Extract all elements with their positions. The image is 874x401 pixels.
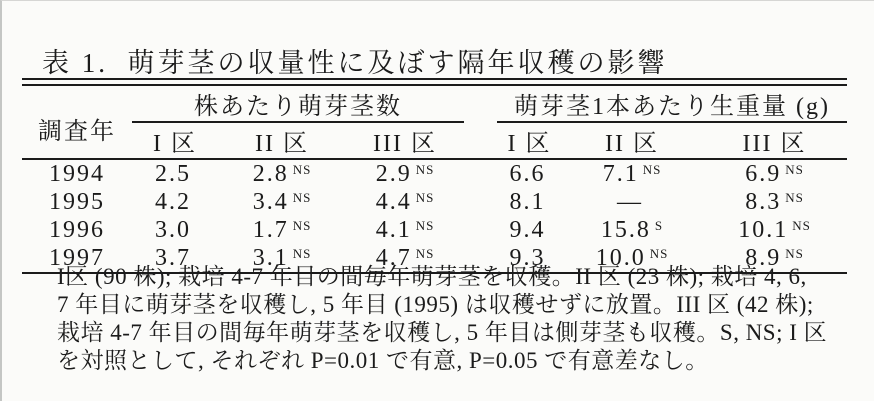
significance-superscript: NS: [292, 189, 312, 205]
footnote-line: I区 (90 株); 栽培 4-7 年目の間毎年萌芽茎を収穫。II 区 (23 株); 栽培 4, 6,: [57, 264, 807, 289]
value-cell: 8.1: [509, 188, 546, 215]
year-cell: 1996: [49, 216, 105, 243]
group-header-fresh-weight: 萌芽茎1本あたり生重量 (g): [497, 86, 847, 122]
group-header-stems-per-plant: 株あたり萌芽茎数: [132, 86, 464, 122]
value-cell: 4.2: [155, 188, 191, 215]
significance-superscript: NS: [415, 189, 435, 205]
column-header-plot-3-weight: III 区: [702, 122, 847, 159]
value-cell: 9.4: [509, 216, 546, 243]
value-cell: 3.1 $^{NS}$: [218, 244, 346, 273]
value-cell: 4.1 $^{NS}$: [375, 216, 435, 243]
value-cell: 3.7: [132, 244, 218, 273]
value-cell: 8.3 $^{NS}$: [745, 188, 804, 215]
value-cell: 3.0: [155, 216, 191, 243]
year-cell: 1994: [49, 160, 105, 187]
table-row-1994: [22, 159, 847, 188]
value-cell: 15.8 $^S$: [600, 216, 664, 243]
significance-superscript: S: [654, 217, 664, 233]
significance-superscript: NS: [642, 161, 662, 177]
value-cell: 7.1 $^{NS}$: [602, 160, 662, 187]
table-row-1996: [22, 216, 847, 244]
value-cell: 6.9 $^{NS}$: [745, 160, 804, 187]
column-header-survey-year: 調査年: [22, 86, 132, 159]
group-header-row: [22, 86, 847, 122]
gap-cell: [464, 188, 497, 216]
value-cell: 4.4 $^{NS}$: [375, 188, 435, 215]
column-header-plot-2-weight: II 区: [562, 122, 702, 159]
value-cell: 8.9 $^{NS}$: [702, 244, 847, 273]
value-cell: —: [617, 188, 644, 215]
value-cell: 2.5: [155, 160, 191, 187]
value-cell: 6.6: [509, 160, 546, 187]
value-cell: 4.7 $^{NS}$: [346, 244, 464, 273]
column-header-plot-1-stems: I 区: [132, 122, 218, 159]
table-row-1995: [22, 188, 847, 216]
significance-superscript: NS: [292, 217, 312, 233]
year-cell: 1995: [49, 188, 105, 215]
gap-cell: [464, 159, 497, 188]
column-gap: [464, 86, 497, 159]
subheader-row: [22, 122, 847, 159]
value-cell: 9.3: [497, 244, 562, 273]
title-double-rule: [22, 78, 847, 86]
column-header-plot-3-stems: III 区: [346, 122, 464, 159]
value-cell: 1.7 $^{NS}$: [252, 216, 312, 243]
significance-superscript: NS: [415, 161, 435, 177]
data-table: [22, 86, 847, 274]
gap-cell: [464, 216, 497, 244]
footnote-line: 7 年目に萌芽茎を収穫し, 5 年目 (1995) は収穫せずに放置。III 区 (42 株);: [57, 292, 814, 317]
column-header-plot-1-weight: I 区: [497, 122, 562, 159]
value-cell: 10.1 $^{NS}$: [738, 216, 811, 243]
value-cell: 2.8 $^{NS}$: [252, 160, 312, 187]
significance-superscript: NS: [292, 161, 312, 177]
significance-superscript: NS: [415, 245, 435, 261]
significance-superscript: NS: [292, 245, 312, 261]
significance-superscript: NS: [785, 245, 804, 261]
footnote-line: を対照として, それぞれ P=0.01 で有意, P=0.05 で有意差なし。: [57, 348, 709, 373]
significance-superscript: NS: [649, 245, 669, 261]
year-cell: 1997: [22, 244, 132, 273]
significance-superscript: NS: [785, 161, 804, 177]
footnote-line: 栽培 4-7 年目の間毎年萌芽茎を収穫し, 5 年目は側芽茎も収穫。S, NS; I 区: [57, 320, 828, 345]
value-cell: 2.9 $^{NS}$: [375, 160, 435, 187]
significance-superscript: NS: [785, 189, 804, 205]
table-title: 表 1. 萌芽茎の収量性に及ぼす隔年収穫の影響: [42, 48, 668, 78]
significance-superscript: NS: [792, 217, 811, 233]
table-footnote: [57, 263, 857, 375]
significance-superscript: NS: [415, 217, 435, 233]
value-cell: 10.0 $^{NS}$: [562, 244, 702, 273]
column-header-plot-2-stems: II 区: [218, 122, 346, 159]
value-cell: 3.4 $^{NS}$: [252, 188, 312, 215]
